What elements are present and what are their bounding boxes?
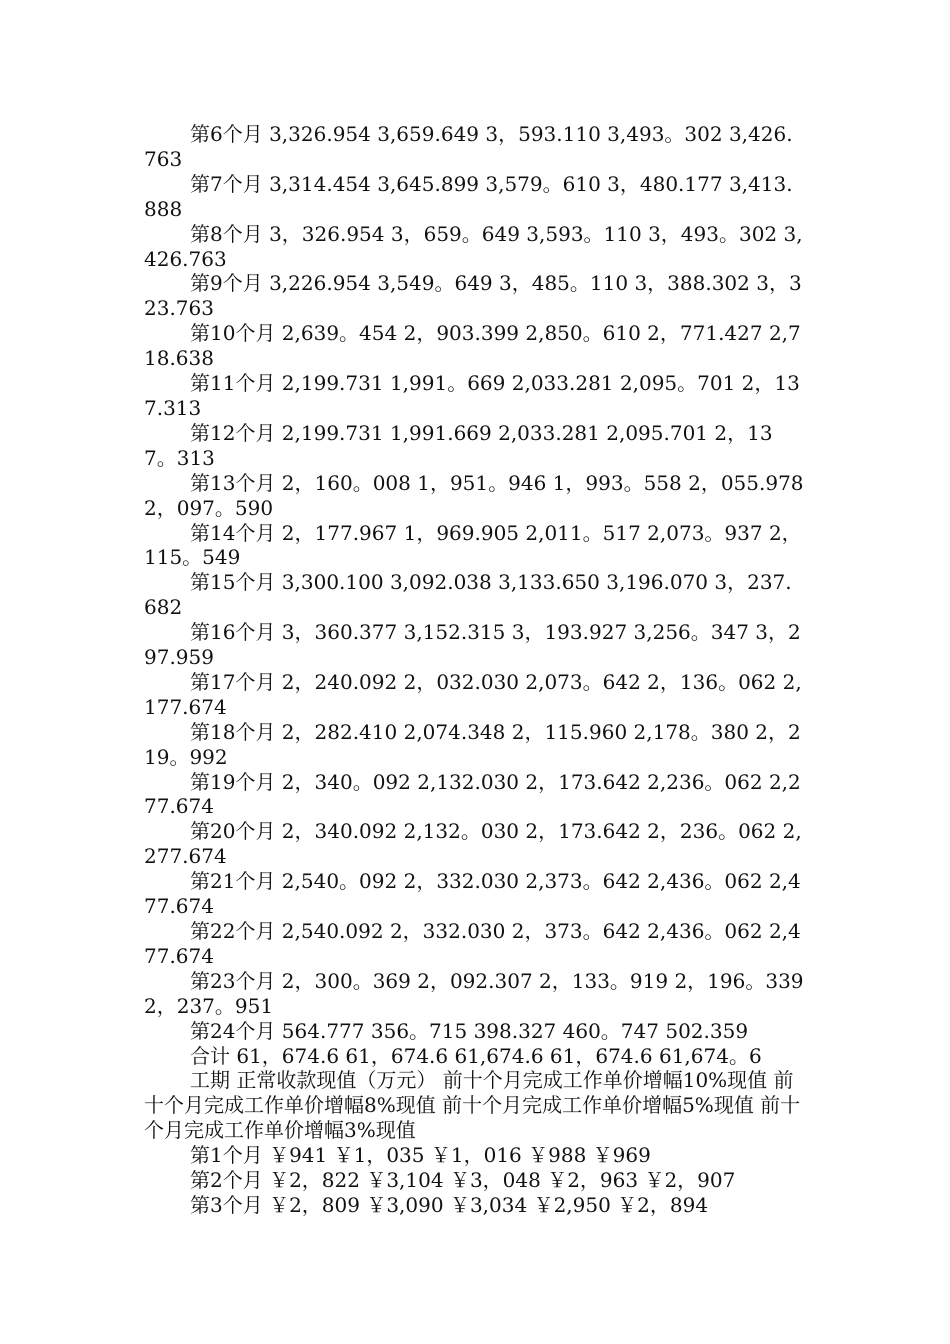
row-month-12: 第12个月 2,199.731 1,991.669 2,033.281 2,095.701 2，137。313 — [144, 420, 773, 470]
row-month-16: 第16个月 3，360.377 3,152.315 3，193.927 3,256。347 3，297.959 — [144, 620, 801, 670]
row-month-11: 第11个月 2,199.731 1,991。669 2,033.281 2,095。701 2，137.313 — [144, 371, 800, 420]
row-pv-month-2: 第2个月 ￥2，822 ￥3,104 ￥3，048 ￥2，963 ￥2，907 — [190, 1168, 736, 1193]
row-month-15: 第15个月 3,300.100 3,092.038 3,133.650 3,196.070 3，237.682 — [144, 570, 792, 620]
row-month-24: 第24个月 564.777 356。715 398.327 460。747 502.359 — [190, 1018, 749, 1043]
table-header: 工期 正常收款现值（万元） 前十个月完成工作单价增幅10%现值 前十个月完成工作单价增幅8%现值 前十个月完成工作单价增幅5%现值 前十个月完成工作单价增幅3%现值 — [144, 1068, 801, 1143]
row-month-23: 第23个月 2，300。369 2，092.307 2，133。919 2，196。339 2，237。951 — [144, 968, 810, 1018]
row-month-19: 第19个月 2，340。092 2,132.030 2，173.642 2,236。062 2,277.674 — [144, 769, 801, 819]
row-month-18: 第18个月 2，282.410 2,074.348 2，115.960 2,178。380 2，219。992 — [144, 719, 801, 769]
row-month-20: 第20个月 2，340.092 2,132。030 2，173.642 2，236。062 2,277.674 — [144, 819, 802, 869]
row-month-13: 第13个月 2，160。008 1，951。946 1，993。558 2，055.978 2，097。590 — [144, 470, 810, 520]
row-pv-month-3: 第3个月 ￥2，809 ￥3,090 ￥3,034 ￥2,950 ￥2，894 — [190, 1192, 709, 1217]
row-month-6: 第6个月 3,326.954 3,659.649 3，593.110 3,493。302 3,426.763 — [144, 122, 793, 171]
row-month-9: 第9个月 3,226.954 3,549。649 3，485。110 3，388.302 3，323.763 — [144, 271, 802, 321]
row-month-8: 第8个月 3，326.954 3，659。649 3,593。110 3，493。302 3,426.763 — [144, 221, 803, 271]
row-month-17: 第17个月 2，240.092 2，032.030 2,073。642 2，136。062 2,177.674 — [144, 669, 802, 719]
row-month-22: 第22个月 2,540.092 2，332.030 2，373。642 2,436。062 2,477.674 — [144, 919, 801, 968]
document-body — [144, 122, 810, 1218]
row-pv-month-1: 第1个月 ￥941 ￥1，035 ￥1，016 ￥988 ￥969 — [190, 1143, 651, 1168]
row-month-21: 第21个月 2,540。092 2，332.030 2,373。642 2,436。062 2,477.674 — [144, 869, 801, 919]
row-month-10: 第10个月 2,639。454 2，903.399 2,850。610 2，771.427 2,718.638 — [144, 321, 801, 371]
row-month-14: 第14个月 2，177.967 1，969.905 2,011。517 2,073。937 2，115。549 — [144, 520, 802, 570]
row-month-7: 第7个月 3,314.454 3,645.899 3,579。610 3，480.177 3,413.888 — [144, 171, 793, 221]
row-total: 合计 61，674.6 61，674.6 61,674.6 61，674.6 61,674。6 — [190, 1043, 762, 1068]
